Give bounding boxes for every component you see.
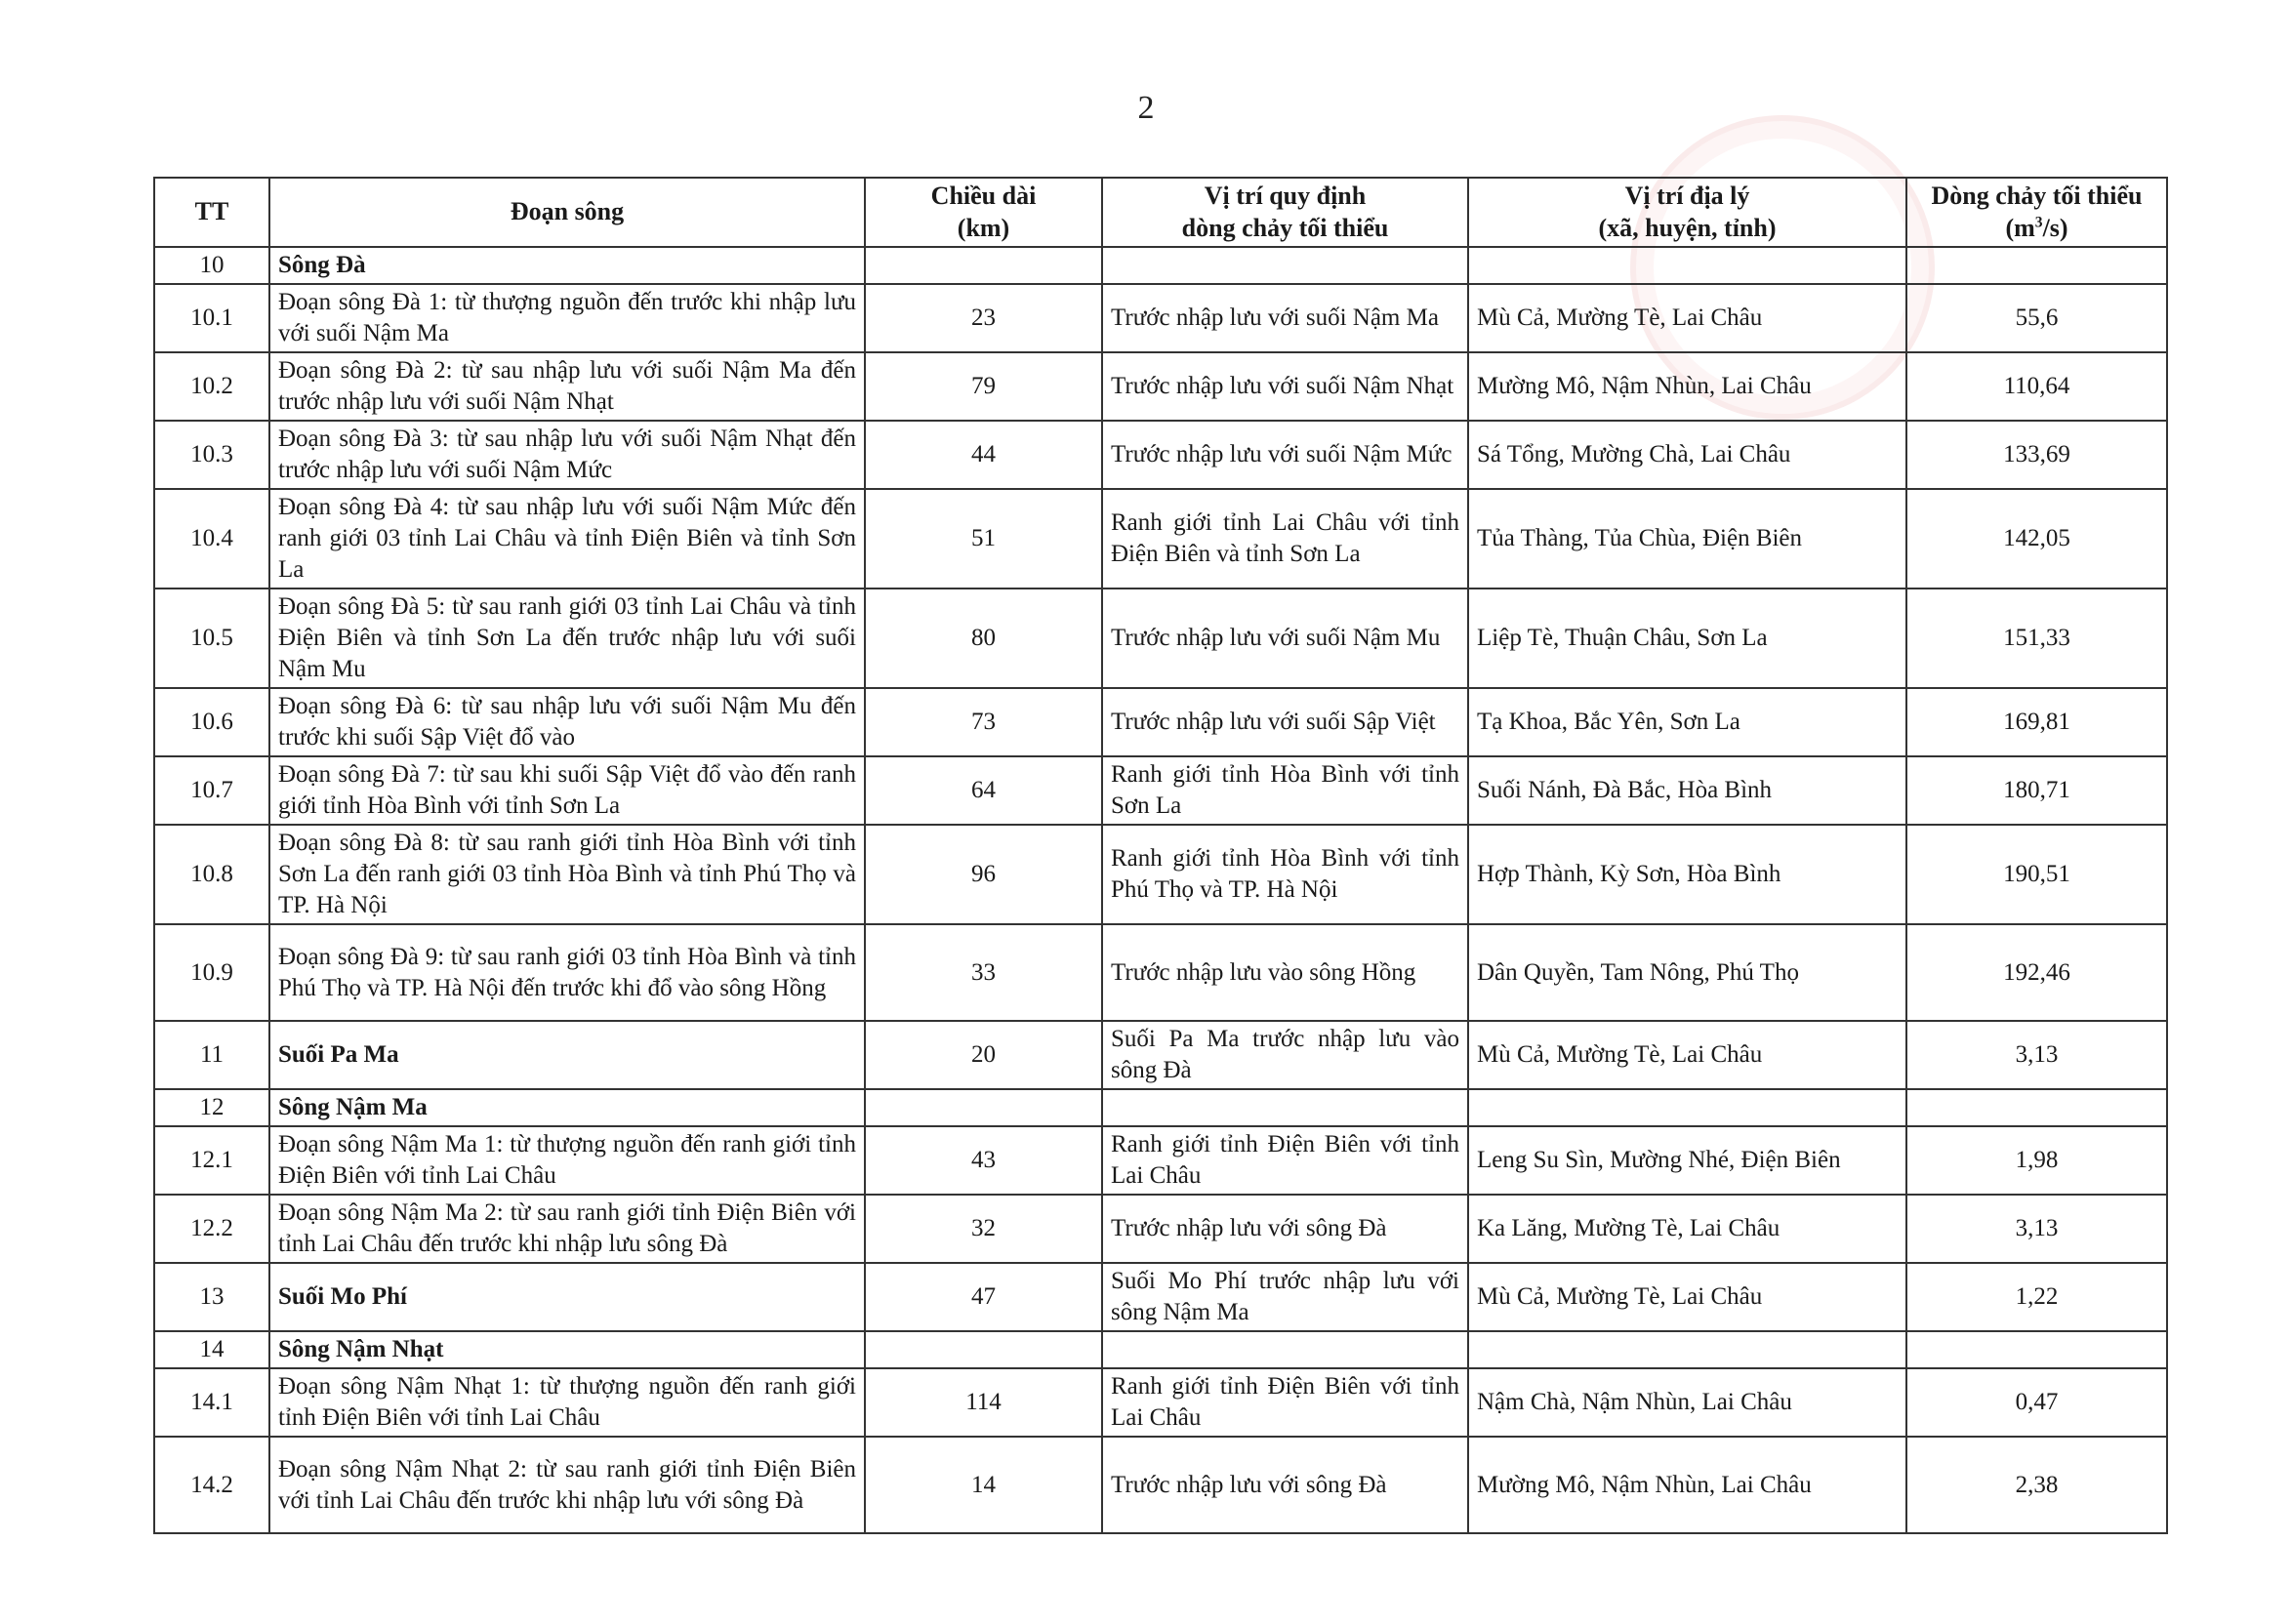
header-position-line2: dòng chảy tối thiểu	[1181, 213, 1389, 242]
row-flow: 151,33	[1906, 589, 2167, 688]
row-flow: 0,47	[1906, 1368, 2167, 1437]
row-length: 79	[865, 352, 1102, 421]
minimum-flow-table	[153, 177, 2168, 1534]
row-geo: Hợp Thành, Kỳ Sơn, Hòa Bình	[1468, 825, 1906, 924]
row-segment: Suối Pa Ma	[269, 1021, 865, 1089]
header-flow	[1906, 178, 2167, 247]
row-length: 96	[865, 825, 1102, 924]
row-segment: Đoạn sông Đà 6: từ sau nhập lưu với suối Nậm Mu đến trước khi suối Sập Việt đổ vào	[269, 688, 865, 756]
row-tt: 12	[154, 1089, 269, 1126]
row-geo	[1468, 247, 1906, 284]
row-flow: 192,46	[1906, 924, 2167, 1021]
row-length: 51	[865, 489, 1102, 589]
table-body	[154, 247, 2167, 1533]
table-row	[154, 1437, 2167, 1533]
row-position: Trước nhập lưu với sông Đà	[1102, 1195, 1468, 1263]
header-flow-unit-sup: 3	[2034, 213, 2043, 230]
row-segment: Đoạn sông Đà 8: từ sau ranh giới tỉnh Hòa Bình với tỉnh Sơn La đến ranh giới 03 tỉnh Hòa Bình và tỉnh Phú Thọ và TP. Hà Nội	[269, 825, 865, 924]
table-row	[154, 1195, 2167, 1263]
row-geo: Leng Su Sìn, Mường Nhé, Điện Biên	[1468, 1126, 1906, 1195]
row-position: Trước nhập lưu với suối Nậm Mức	[1102, 421, 1468, 489]
row-geo: Mường Mô, Nậm Nhùn, Lai Châu	[1468, 1437, 1906, 1533]
header-position	[1102, 178, 1468, 247]
table-row	[154, 924, 2167, 1021]
table-row	[154, 489, 2167, 589]
header-flow-unit-end: /s)	[2042, 213, 2068, 242]
header-flow-unit-start: (m	[2005, 213, 2035, 242]
row-tt: 13	[154, 1263, 269, 1331]
row-flow	[1906, 247, 2167, 284]
row-flow: 3,13	[1906, 1021, 2167, 1089]
row-length: 32	[865, 1195, 1102, 1263]
row-flow	[1906, 1089, 2167, 1126]
row-position: Ranh giới tỉnh Lai Châu với tỉnh Điện Biên và tỉnh Sơn La	[1102, 489, 1468, 589]
row-length: 73	[865, 688, 1102, 756]
header-geo	[1468, 178, 1906, 247]
row-flow: 110,64	[1906, 352, 2167, 421]
table-row	[154, 284, 2167, 352]
header-tt: TT	[154, 178, 269, 247]
header-segment: Đoạn sông	[269, 178, 865, 247]
row-geo: Dân Quyền, Tam Nông, Phú Thọ	[1468, 924, 1906, 1021]
row-geo: Sá Tổng, Mường Chà, Lai Châu	[1468, 421, 1906, 489]
row-length: 64	[865, 756, 1102, 825]
row-flow: 1,98	[1906, 1126, 2167, 1195]
row-flow: 1,22	[1906, 1263, 2167, 1331]
table-group-row	[154, 1331, 2167, 1368]
table-header-row	[154, 178, 2167, 247]
row-flow: 133,69	[1906, 421, 2167, 489]
table-row	[154, 589, 2167, 688]
row-geo: Suối Nánh, Đà Bắc, Hòa Bình	[1468, 756, 1906, 825]
row-tt: 10	[154, 247, 269, 284]
row-tt: 12.1	[154, 1126, 269, 1195]
row-geo: Tạ Khoa, Bắc Yên, Sơn La	[1468, 688, 1906, 756]
table-row	[154, 1126, 2167, 1195]
row-position: Suối Pa Ma trước nhập lưu vào sông Đà	[1102, 1021, 1468, 1089]
row-position: Trước nhập lưu với suối Nậm Mu	[1102, 589, 1468, 688]
row-flow: 55,6	[1906, 284, 2167, 352]
row-tt: 10.5	[154, 589, 269, 688]
row-length	[865, 247, 1102, 284]
table-row	[154, 756, 2167, 825]
row-flow: 142,05	[1906, 489, 2167, 589]
row-geo: Mù Cả, Mường Tè, Lai Châu	[1468, 1263, 1906, 1331]
row-position	[1102, 247, 1468, 284]
row-segment: Đoạn sông Nậm Nhạt 2: từ sau ranh giới tỉnh Điện Biên với tỉnh Lai Châu đến trước khi nhập lưu với sông Đà	[269, 1437, 865, 1533]
row-segment: Đoạn sông Nậm Ma 1: từ thượng nguồn đến ranh giới tỉnh Điện Biên với tỉnh Lai Châu	[269, 1126, 865, 1195]
table-group-row	[154, 247, 2167, 284]
row-tt: 10.6	[154, 688, 269, 756]
header-geo-line1: Vị trí địa lý	[1624, 182, 1750, 210]
row-position: Ranh giới tỉnh Điện Biên với tỉnh Lai Châu	[1102, 1126, 1468, 1195]
row-geo: Liệp Tè, Thuận Châu, Sơn La	[1468, 589, 1906, 688]
row-tt: 14	[154, 1331, 269, 1368]
row-segment: Đoạn sông Đà 2: từ sau nhập lưu với suối Nậm Ma đến trước nhập lưu với suối Nậm Nhạt	[269, 352, 865, 421]
row-geo: Tủa Thàng, Tủa Chùa, Điện Biên	[1468, 489, 1906, 589]
table-row	[154, 352, 2167, 421]
row-geo: Mù Cả, Mường Tè, Lai Châu	[1468, 1021, 1906, 1089]
row-group-name: Sông Đà	[269, 247, 865, 284]
row-tt: 10.2	[154, 352, 269, 421]
row-length: 14	[865, 1437, 1102, 1533]
row-length: 43	[865, 1126, 1102, 1195]
row-segment: Đoạn sông Đà 4: từ sau nhập lưu với suối Nậm Mức đến ranh giới 03 tỉnh Lai Châu và tỉnh Điện Biên và tỉnh Sơn La	[269, 489, 865, 589]
row-position: Suối Mo Phí trước nhập lưu với sông Nậm Ma	[1102, 1263, 1468, 1331]
row-position: Trước nhập lưu với suối Sập Việt	[1102, 688, 1468, 756]
row-length: 47	[865, 1263, 1102, 1331]
row-flow: 3,13	[1906, 1195, 2167, 1263]
row-position: Ranh giới tỉnh Điện Biên với tỉnh Lai Châu	[1102, 1368, 1468, 1437]
row-length	[865, 1089, 1102, 1126]
row-segment: Đoạn sông Nậm Nhạt 1: từ thượng nguồn đến ranh giới tỉnh Điện Biên với tỉnh Lai Châu	[269, 1368, 865, 1437]
row-segment: Đoạn sông Đà 5: từ sau ranh giới 03 tỉnh Lai Châu và tỉnh Điện Biên và tỉnh Sơn La đến trước nhập lưu với suối Nậm Mu	[269, 589, 865, 688]
row-tt: 14.2	[154, 1437, 269, 1533]
row-tt: 10.8	[154, 825, 269, 924]
row-group-name: Sông Nậm Nhạt	[269, 1331, 865, 1368]
header-position-line1: Vị trí quy định	[1204, 182, 1367, 210]
table-row	[154, 688, 2167, 756]
row-position: Trước nhập lưu với sông Đà	[1102, 1437, 1468, 1533]
table-row	[154, 825, 2167, 924]
row-position: Ranh giới tỉnh Hòa Bình với tỉnh Phú Thọ và TP. Hà Nội	[1102, 825, 1468, 924]
row-segment: Suối Mo Phí	[269, 1263, 865, 1331]
row-geo	[1468, 1089, 1906, 1126]
table-row	[154, 1021, 2167, 1089]
row-length	[865, 1331, 1102, 1368]
header-geo-line2: (xã, huyện, tỉnh)	[1598, 213, 1777, 242]
row-tt: 10.4	[154, 489, 269, 589]
row-tt: 14.1	[154, 1368, 269, 1437]
header-length-line2: (km)	[957, 213, 1010, 242]
row-position	[1102, 1089, 1468, 1126]
row-length: 44	[865, 421, 1102, 489]
row-length: 23	[865, 284, 1102, 352]
row-tt: 10.1	[154, 284, 269, 352]
row-flow	[1906, 1331, 2167, 1368]
table-row	[154, 1368, 2167, 1437]
row-segment: Đoạn sông Đà 9: từ sau ranh giới 03 tỉnh Hòa Bình và tỉnh Phú Thọ và TP. Hà Nội đến trước khi đổ vào sông Hồng	[269, 924, 865, 1021]
row-flow: 190,51	[1906, 825, 2167, 924]
row-segment: Đoạn sông Đà 3: từ sau nhập lưu với suối Nậm Nhạt đến trước nhập lưu với suối Nậm Mức	[269, 421, 865, 489]
row-segment: Đoạn sông Nậm Ma 2: từ sau ranh giới tỉnh Điện Biên với tỉnh Lai Châu đến trước khi nhập lưu sông Đà	[269, 1195, 865, 1263]
row-tt: 10.7	[154, 756, 269, 825]
page-number: 2	[1137, 90, 1155, 126]
row-flow: 169,81	[1906, 688, 2167, 756]
row-length: 80	[865, 589, 1102, 688]
row-geo	[1468, 1331, 1906, 1368]
header-length-line1: Chiều dài	[930, 182, 1037, 210]
row-segment: Đoạn sông Đà 1: từ thượng nguồn đến trước khi nhập lưu với suối Nậm Ma	[269, 284, 865, 352]
row-geo: Nậm Chà, Nậm Nhùn, Lai Châu	[1468, 1368, 1906, 1437]
row-length: 114	[865, 1368, 1102, 1437]
row-position: Trước nhập lưu vào sông Hồng	[1102, 924, 1468, 1021]
row-tt: 10.3	[154, 421, 269, 489]
row-position	[1102, 1331, 1468, 1368]
row-tt: 11	[154, 1021, 269, 1089]
row-flow: 2,38	[1906, 1437, 2167, 1533]
row-length: 33	[865, 924, 1102, 1021]
header-flow-line1: Dòng chảy tối thiểu	[1931, 182, 2143, 210]
table-row	[154, 1263, 2167, 1331]
row-geo: Mù Cả, Mường Tè, Lai Châu	[1468, 284, 1906, 352]
row-tt: 12.2	[154, 1195, 269, 1263]
table-row	[154, 421, 2167, 489]
row-position: Trước nhập lưu với suối Nậm Nhạt	[1102, 352, 1468, 421]
row-group-name: Sông Nậm Ma	[269, 1089, 865, 1126]
table-group-row	[154, 1089, 2167, 1126]
row-flow: 180,71	[1906, 756, 2167, 825]
row-tt: 10.9	[154, 924, 269, 1021]
row-length: 20	[865, 1021, 1102, 1089]
row-segment: Đoạn sông Đà 7: từ sau khi suối Sập Việt đổ vào đến ranh giới tỉnh Hòa Bình với tỉnh Sơn La	[269, 756, 865, 825]
row-position: Ranh giới tỉnh Hòa Bình với tỉnh Sơn La	[1102, 756, 1468, 825]
row-position: Trước nhập lưu với suối Nậm Ma	[1102, 284, 1468, 352]
row-geo: Mường Mô, Nậm Nhùn, Lai Châu	[1468, 352, 1906, 421]
row-geo: Ka Lăng, Mường Tè, Lai Châu	[1468, 1195, 1906, 1263]
header-length	[865, 178, 1102, 247]
